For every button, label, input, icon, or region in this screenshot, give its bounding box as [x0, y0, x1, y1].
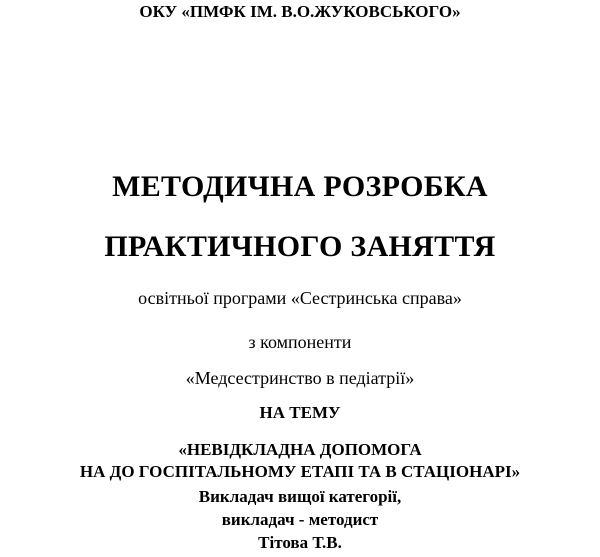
topic-line-1: «НЕВІДКЛАДНА ДОПОМОГА: [178, 440, 422, 459]
topic-line-2: НА ДО ГОСПІТАЛЬНОМУ ЕТАПІ ТА В СТАЦІОНАРІ»: [79, 462, 521, 481]
topic-label: НА ТЕМУ: [259, 403, 341, 422]
component-label: з компоненти: [248, 332, 352, 352]
component-name: «Медсестринство в педіатрії»: [185, 368, 415, 388]
program-text: освітньої програми «Сестринська справа»: [138, 288, 462, 308]
document-title-line-2: ПРАКТИЧНОГО ЗАНЯТТЯ: [104, 230, 496, 263]
institution-name: ОКУ «ПМФК ІМ. В.О.ЖУКОВСЬКОГО»: [139, 2, 461, 21]
document-title-line-1: МЕТОДИЧНА РОЗРОБКА: [112, 170, 488, 203]
author-name: Тітова Т.В.: [258, 533, 342, 552]
author-role: викладач - методист: [221, 510, 379, 529]
author-position: Викладач вищої категорії,: [198, 487, 402, 506]
